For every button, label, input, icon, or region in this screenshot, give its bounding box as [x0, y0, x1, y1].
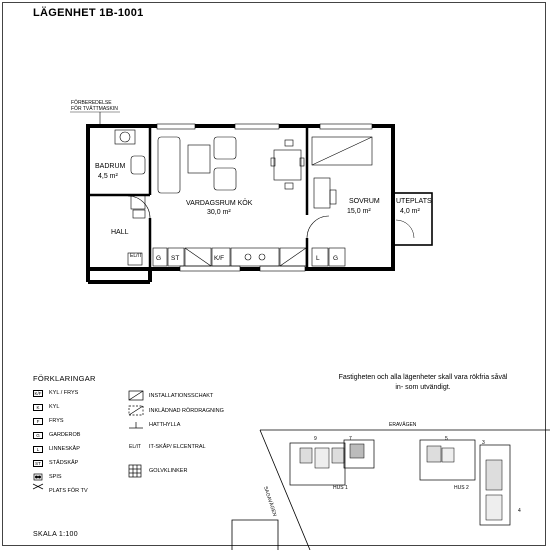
room-bathroom-name: BADRUM: [95, 163, 126, 170]
legend-item: [149, 466, 187, 476]
legend-item: [33, 430, 80, 440]
room-bedroom-name: SOVRUM: [349, 198, 380, 205]
laundry-annotation: FÖRBEREDELSE: [71, 100, 112, 106]
legend-text: IT-SKÅP/ ELCENTRAL: [149, 444, 206, 450]
legend-code: K: [33, 404, 43, 411]
legend-code: K/F: [34, 390, 42, 396]
legend-text: GOLVKLINKER: [149, 468, 188, 474]
site-num-9: 9: [314, 436, 317, 442]
legend-code: L: [33, 446, 43, 453]
legend-code: ST: [33, 460, 43, 467]
legend-text: LINNESKÅP: [49, 446, 80, 452]
legend-code: F: [33, 418, 43, 425]
site-num-5: 5: [445, 436, 448, 442]
legend-text: PLATS FÖR TV: [49, 488, 88, 494]
bathroom-fixtures: [115, 130, 145, 218]
smoke-free-note: Fastigheten och alla lägenheter skall vara rökfria såväl in- som utvändigt.: [338, 374, 508, 391]
legend-item: [33, 402, 59, 412]
living-furniture: [158, 137, 304, 193]
room-hall-name: HALL: [111, 229, 129, 236]
house-2-label: HUS 2: [454, 485, 469, 491]
legend-code: [33, 474, 43, 481]
legend-item: [33, 388, 78, 398]
room-living-area: 30,0 m²: [207, 209, 231, 216]
legend-text: STÄDSKÅP: [49, 460, 79, 466]
apartment-title: LÄGENHET 1B-1001: [33, 7, 144, 19]
legend-code: G: [33, 432, 43, 439]
room-balcony-area: 4,0 m²: [400, 208, 420, 215]
legend-item: [33, 444, 80, 454]
street-eravagen: ERAVÄGEN: [389, 422, 417, 428]
site-num-7: 7: [349, 436, 352, 442]
legend-item: [33, 486, 88, 496]
legend-code: EL/IT: [129, 444, 141, 450]
scale-label: SKALA 1:100: [33, 531, 78, 538]
legend-code: [33, 488, 43, 495]
legend-item: [33, 472, 62, 482]
street-sagavagen: SAGAVÄGEN: [262, 485, 278, 518]
svg-text:FÖR TVÄTTMASKIN: FÖR TVÄTTMASKIN: [71, 106, 118, 112]
legend-item: [129, 442, 206, 452]
legend-item: [149, 406, 224, 416]
legend-item: [33, 416, 64, 426]
legend-item: [149, 391, 213, 401]
cabinet-label-g: G: [156, 255, 162, 262]
legend-text: GARDEROB: [49, 432, 81, 438]
legend-text: INKLÄDNAD RÖRDRAGNING: [149, 408, 224, 414]
house-1-label: HUS 1: [333, 485, 348, 491]
cabinet-label-g2: G: [333, 255, 339, 262]
cabinet-label-l: L: [316, 255, 320, 262]
cabinet-label-kf: K/F: [214, 255, 225, 262]
site-num-3: 3: [482, 440, 485, 446]
cabinet-label-elit: EL/IT: [130, 253, 142, 259]
legend-text: KYL: [49, 404, 60, 410]
legend-item: [33, 458, 78, 468]
room-bathroom-area: 4,5 m²: [98, 173, 118, 180]
cabinet-label-st: ST: [171, 255, 180, 262]
room-balcony-name: UTEPLATS: [396, 198, 432, 205]
site-plan: [232, 430, 550, 550]
legend-text: KYL / FRYS: [49, 390, 79, 396]
legend-title: FÖRKLARINGAR: [33, 374, 96, 383]
room-bedroom-area: 15,0 m²: [347, 208, 371, 215]
legend-text: SPIS: [49, 474, 62, 480]
legend-text: INSTALLATIONSSCHAKT: [149, 393, 214, 399]
site-num-4: 4: [518, 508, 521, 514]
legend-item: [149, 420, 180, 430]
legend-text: FRYS: [49, 418, 64, 424]
room-living-name: VARDAGSRUM KÖK: [186, 200, 253, 207]
legend-text: HATTHYLLA: [149, 422, 181, 428]
